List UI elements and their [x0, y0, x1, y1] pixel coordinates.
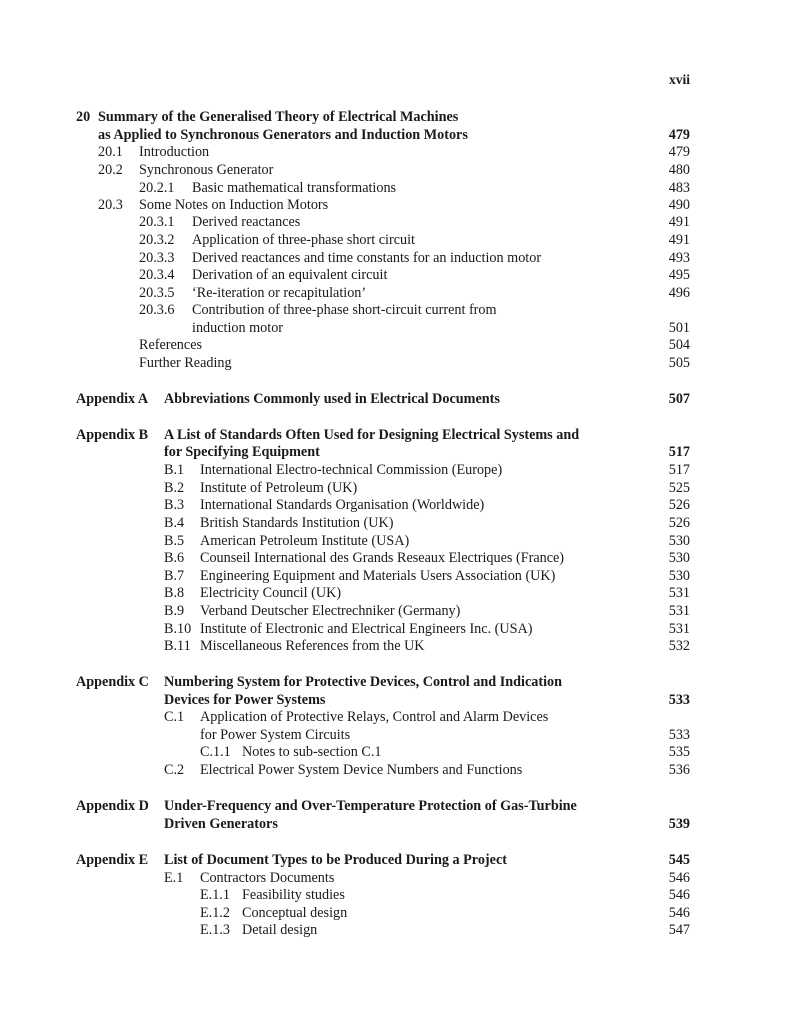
section-page: 531 — [668, 621, 690, 637]
section-page: 525 — [668, 480, 690, 496]
toc-entry-further-reading[interactable] — [0, 354, 786, 372]
appendix-c-heading-cont[interactable] — [0, 691, 786, 709]
section-number: B.7 — [164, 568, 185, 584]
chapter-page: 479 — [668, 127, 690, 143]
section-page: 495 — [668, 267, 690, 283]
toc-entry-c-2[interactable] — [0, 761, 786, 779]
toc-entry-b-1[interactable] — [0, 461, 786, 479]
section-title: British Standards Institution (UK) — [200, 515, 394, 531]
appendix-d-heading-cont[interactable] — [0, 815, 786, 833]
section-title-line2: induction motor — [192, 320, 284, 336]
toc-entry-20-3-5[interactable] — [0, 284, 786, 302]
section-page: 504 — [668, 337, 690, 353]
appendix-title-line2: Driven Generators — [164, 816, 278, 832]
section-page: 517 — [668, 462, 690, 478]
section-title: Miscellaneous References from the UK — [200, 638, 425, 654]
chapter-20-heading-cont[interactable] — [0, 126, 786, 144]
toc-entry-b-10[interactable] — [0, 620, 786, 638]
appendix-page: 507 — [668, 391, 690, 407]
appendix-title-line1: A List of Standards Often Used for Designing Electrical Systems and — [164, 427, 580, 443]
toc-entry-b-6[interactable] — [0, 549, 786, 567]
section-title: Derived reactances and time constants for an induction motor — [192, 250, 542, 266]
section-page: 535 — [668, 744, 690, 760]
section-title: ‘Re-iteration or recapitulation’ — [192, 285, 367, 301]
section-number: E.1.3 — [200, 922, 230, 938]
section-title: Electrical Power System Device Numbers and Functions — [200, 762, 523, 778]
appendix-e-heading[interactable] — [0, 851, 786, 869]
section-page: 536 — [668, 762, 690, 778]
chapter-20-heading[interactable] — [0, 108, 786, 126]
section-page: 526 — [668, 515, 690, 531]
section-title: Derived reactances — [192, 214, 301, 230]
section-number: 20.3.2 — [139, 232, 175, 248]
appendix-title-line1: Under-Frequency and Over-Temperature Protection of Gas-Turbine — [164, 798, 577, 814]
chapter-number: 20 — [76, 109, 91, 125]
section-number: B.3 — [164, 497, 185, 513]
section-number: B.1 — [164, 462, 185, 478]
appendix-page: 539 — [668, 816, 690, 832]
section-page: 491 — [668, 232, 690, 248]
toc-entry-20-2[interactable] — [0, 161, 786, 179]
section-page: 531 — [668, 585, 690, 601]
section-title: Counseil International des Grands Reseaux Electriques (France) — [200, 550, 565, 566]
appendix-b-heading-cont[interactable] — [0, 443, 786, 461]
section-title: Further Reading — [139, 355, 232, 371]
section-number: B.9 — [164, 603, 185, 619]
section-page: 531 — [668, 603, 690, 619]
appendix-label: Appendix D — [76, 798, 149, 814]
toc-entry-b-11[interactable] — [0, 637, 786, 655]
appendix-page: 533 — [668, 692, 690, 708]
toc-entry-b-5[interactable] — [0, 532, 786, 550]
section-title: Engineering Equipment and Materials Users Association (UK) — [200, 568, 556, 584]
toc-entry-20-3-3[interactable] — [0, 249, 786, 267]
section-title: Institute of Petroleum (UK) — [200, 480, 358, 496]
section-number: E.1.2 — [200, 905, 230, 921]
section-page: 533 — [668, 727, 690, 743]
section-number: C.1.1 — [200, 744, 231, 760]
section-number: 20.3.4 — [139, 267, 175, 283]
section-number: C.1 — [164, 709, 185, 725]
section-number: B.5 — [164, 533, 185, 549]
section-number: 20.2 — [98, 162, 123, 178]
appendix-a-heading[interactable] — [0, 390, 786, 408]
appendix-label: Appendix E — [76, 852, 149, 868]
toc-entry-c-1[interactable] — [0, 708, 786, 726]
section-page: 546 — [668, 870, 690, 886]
section-title-line1: Application of Protective Relays, Control and Alarm Devices — [200, 709, 549, 725]
section-number: 20.3 — [98, 197, 123, 213]
section-number: 20.2.1 — [139, 180, 175, 196]
section-number: 20.1 — [98, 144, 123, 160]
section-title: References — [139, 337, 203, 353]
section-page: 483 — [668, 180, 690, 196]
section-title: Introduction — [139, 144, 210, 160]
appendix-title: List of Document Types to be Produced During a Project — [164, 852, 507, 868]
toc-entry-references[interactable] — [0, 336, 786, 354]
section-title: Notes to sub-section C.1 — [242, 744, 382, 760]
appendix-title: Abbreviations Commonly used in Electrical Documents — [164, 391, 500, 407]
section-page: 505 — [668, 355, 690, 371]
page-number: xvii — [668, 72, 690, 87]
section-page: 491 — [668, 214, 690, 230]
section-number: 20.3.5 — [139, 285, 175, 301]
section-number: C.2 — [164, 762, 185, 778]
section-page: 546 — [668, 887, 690, 903]
section-title: Derivation of an equivalent circuit — [192, 267, 388, 283]
section-title-line1: Contribution of three-phase short-circuit current from — [192, 302, 497, 318]
appendix-label: Appendix B — [76, 427, 149, 443]
appendix-c-heading[interactable] — [0, 673, 786, 691]
section-number: E.1 — [164, 870, 184, 886]
section-page: 490 — [668, 197, 690, 213]
section-title: Contractors Documents — [200, 870, 335, 886]
section-title: Feasibility studies — [242, 887, 345, 903]
toc-entry-c-1-cont[interactable] — [0, 726, 786, 744]
toc-entry-e-1[interactable] — [0, 869, 786, 887]
section-page: 501 — [668, 320, 690, 336]
appendix-title-line2: for Specifying Equipment — [164, 444, 320, 460]
section-page: 530 — [668, 568, 690, 584]
section-page: 546 — [668, 905, 690, 921]
section-page: 480 — [668, 162, 690, 178]
toc-entry-b-8[interactable] — [0, 584, 786, 602]
section-number: 20.3.3 — [139, 250, 175, 266]
section-page: 493 — [668, 250, 690, 266]
section-title: Synchronous Generator — [139, 162, 274, 178]
toc-entry-b-4[interactable] — [0, 514, 786, 532]
toc-entry-b-7[interactable] — [0, 567, 786, 585]
section-number: 20.3.1 — [139, 214, 175, 230]
appendix-b-heading[interactable] — [0, 426, 786, 444]
section-title: American Petroleum Institute (USA) — [200, 533, 410, 549]
appendix-page: 545 — [668, 852, 690, 868]
section-title: Conceptual design — [242, 905, 348, 921]
chapter-title-line2: as Applied to Synchronous Generators and Induction Motors — [98, 127, 468, 143]
appendix-label: Appendix C — [76, 674, 149, 690]
appendix-label: Appendix A — [76, 391, 149, 407]
toc-entry-20-2-1[interactable] — [0, 179, 786, 197]
section-number: B.10 — [164, 621, 192, 637]
section-title: International Electro-technical Commission (Europe) — [200, 462, 503, 478]
section-number: B.6 — [164, 550, 185, 566]
toc-entry-20-3-6-cont[interactable] — [0, 319, 786, 337]
section-title: Electricity Council (UK) — [200, 585, 342, 601]
appendix-title-line1: Numbering System for Protective Devices, Control and Indication — [164, 674, 563, 690]
section-number: B.4 — [164, 515, 185, 531]
section-title: Verband Deutscher Electrechniker (Germany) — [200, 603, 461, 619]
appendix-d-heading[interactable] — [0, 797, 786, 815]
chapter-title-line1: Summary of the Generalised Theory of Electrical Machines — [98, 109, 459, 125]
section-page: 530 — [668, 533, 690, 549]
toc-entry-e-1-1[interactable] — [0, 886, 786, 904]
section-title: Basic mathematical transformations — [192, 180, 397, 196]
section-number: B.11 — [164, 638, 191, 654]
toc-entry-20-1[interactable] — [0, 143, 786, 161]
section-title: Some Notes on Induction Motors — [139, 197, 329, 213]
section-number: E.1.1 — [200, 887, 230, 903]
section-number: B.2 — [164, 480, 185, 496]
appendix-title-line2: Devices for Power Systems — [164, 692, 326, 708]
section-number: B.8 — [164, 585, 185, 601]
section-title-line2: for Power System Circuits — [200, 727, 351, 743]
toc-entry-20-3-1[interactable] — [0, 213, 786, 231]
toc-entry-20-3-4[interactable] — [0, 266, 786, 284]
toc-entry-20-3-6[interactable] — [0, 301, 786, 319]
section-title: Detail design — [242, 922, 318, 938]
section-page: 530 — [668, 550, 690, 566]
toc-entry-e-1-3[interactable] — [0, 921, 786, 939]
section-page: 532 — [668, 638, 690, 654]
section-title: Application of three-phase short circuit — [192, 232, 415, 248]
section-page: 547 — [668, 922, 690, 938]
appendix-page: 517 — [668, 444, 690, 460]
section-page: 496 — [668, 285, 690, 301]
toc-entry-b-3[interactable] — [0, 496, 786, 514]
toc-entry-b-9[interactable] — [0, 602, 786, 620]
section-title: International Standards Organisation (Worldwide) — [200, 497, 485, 513]
toc-entry-b-2[interactable] — [0, 479, 786, 497]
section-page: 479 — [668, 144, 690, 160]
section-page: 526 — [668, 497, 690, 513]
section-number: 20.3.6 — [139, 302, 175, 318]
toc-entry-e-1-2[interactable] — [0, 904, 786, 922]
toc-entry-20-3-2[interactable] — [0, 231, 786, 249]
toc-entry-c-1-1[interactable] — [0, 743, 786, 761]
section-title: Institute of Electronic and Electrical Engineers Inc. (USA) — [200, 621, 533, 637]
toc-entry-20-3[interactable] — [0, 196, 786, 214]
